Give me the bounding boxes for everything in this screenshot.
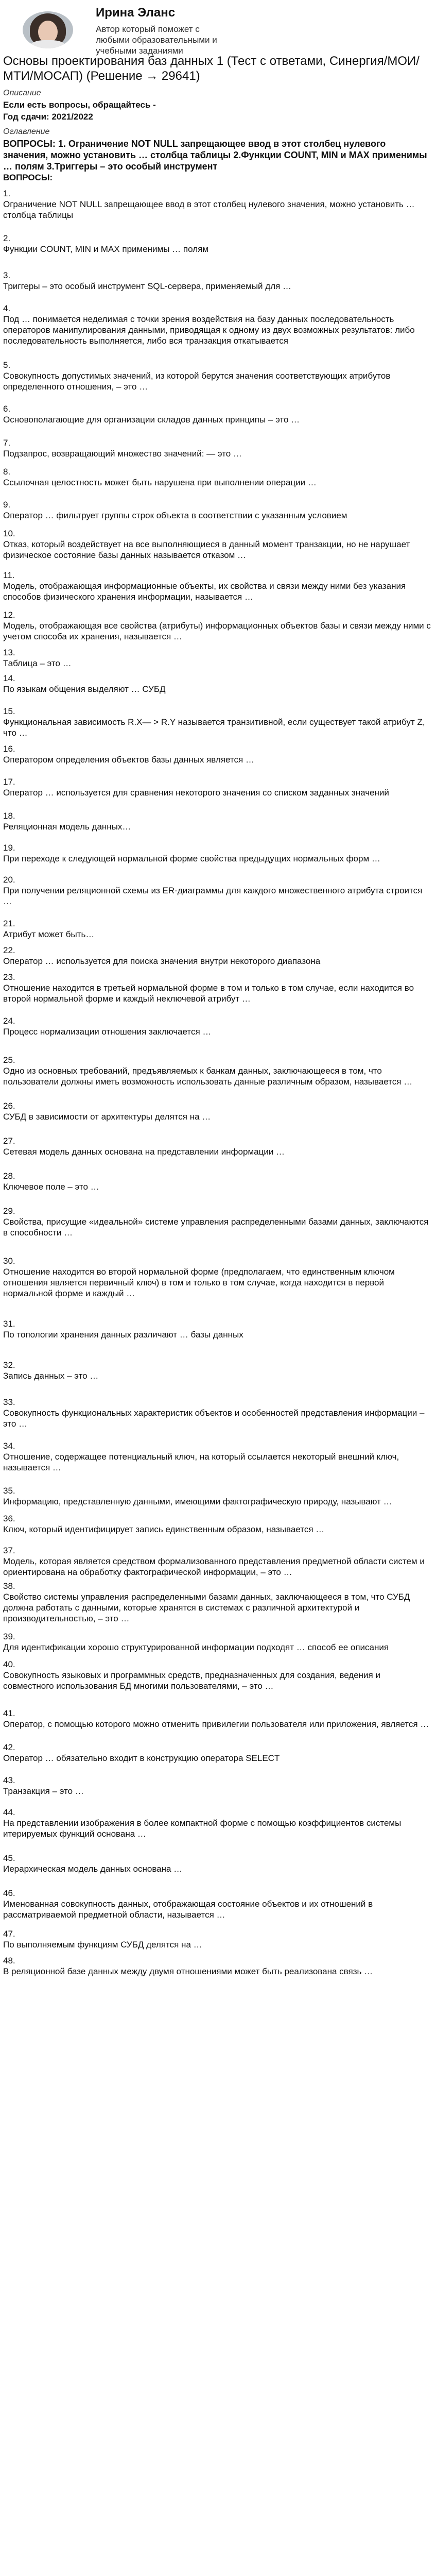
- question-item: [3, 1015, 432, 1037]
- question-text: Отказ, который воздействует на все выполняющиеся в данный момент транзакции, но не нарушает физическое состояние базы данных называется отказом …: [3, 539, 410, 560]
- question-text: Оператор … фильтрует группы строк объекта в соответствии с указанным условием: [3, 511, 347, 520]
- question-item: [3, 1055, 432, 1087]
- question-text: Подзапрос, возвращающий множество значений: — это …: [3, 449, 242, 459]
- question-text: Иерархическая модель данных основана …: [3, 1864, 183, 1874]
- question-number: 21.: [3, 919, 15, 928]
- question-text: Модель, отображающая все свойства (атрибуты) информационных объектов базы и связи между ними с учетом способа их хранения, называется …: [3, 621, 431, 641]
- question-number: 20.: [3, 875, 15, 885]
- question-item: [3, 1659, 432, 1691]
- question-number: 9.: [3, 500, 11, 510]
- question-text: Совокупность функциональных характеристик объектов и особенностей представления информации – это …: [3, 1408, 425, 1429]
- question-text: Оператор … используется для сравнения некоторого значения со списком заданных значений: [3, 788, 389, 798]
- question-item: [3, 188, 432, 221]
- question-number: 46.: [3, 1888, 15, 1898]
- question-text: Функциональная зависимость R.X— > R.Y называется транзитивной, если существует такой атрибут Z, что …: [3, 717, 425, 738]
- question-item: [3, 1360, 432, 1381]
- question-number: 16.: [3, 744, 15, 754]
- question-text: Триггеры – это особый инструмент SQL-сервера, применяемый для …: [3, 281, 292, 291]
- question-text: Оператор … используется для поиска значения внутри некоторого диапазона: [3, 956, 321, 966]
- question-number: 34.: [3, 1441, 15, 1451]
- question-item: [3, 1256, 432, 1299]
- question-item: [3, 270, 432, 292]
- author-name[interactable]: Ирина Эланс: [96, 6, 176, 20]
- document-content: [3, 54, 432, 1984]
- question-item: [3, 918, 432, 940]
- question-number: 33.: [3, 1397, 15, 1407]
- question-item: [3, 1318, 432, 1340]
- question-number: 2.: [3, 233, 11, 243]
- question-number: 8.: [3, 467, 11, 477]
- question-item: [3, 1888, 432, 1920]
- question-number: 26.: [3, 1101, 15, 1111]
- question-number: 13.: [3, 648, 15, 657]
- question-number: 35.: [3, 1486, 15, 1496]
- question-text: Свойство системы управления распределенными базами данных, заключающееся в том, что СУБД должна работать с данными, которые хранятся в системах с различной архитектурой и производительностью, – это …: [3, 1592, 410, 1623]
- question-text: Модель, отображающая информационные объекты, их свойства и связи между ними без указания способов физического хранения информации, называется …: [3, 581, 406, 602]
- question-text: Отношение, содержащее потенциальный ключ, на который ссылается некоторый внешний ключ, называется …: [3, 1452, 399, 1472]
- question-text: Отношение находится в третьей нормальной форме в том и только в том случае, если находится во второй нормальной форме и каждый неключевой атрибут …: [3, 983, 414, 1004]
- question-item: [3, 1775, 432, 1797]
- question-item: [3, 706, 432, 738]
- question-item: [3, 1397, 432, 1429]
- question-item: [3, 609, 432, 642]
- question-item: [3, 1206, 432, 1238]
- question-number: 14.: [3, 673, 15, 683]
- question-number: 23.: [3, 972, 15, 982]
- question-item: [3, 233, 432, 255]
- question-text: Совокупность допустимых значений, из которой берутся значения соответствующих атрибутов определенного отношения, – это …: [3, 371, 391, 392]
- question-text: Процесс нормализации отношения заключается …: [3, 1027, 212, 1037]
- toc-label: Оглавление: [3, 127, 50, 136]
- question-item: [3, 1807, 432, 1839]
- question-item: [3, 360, 432, 392]
- question-text: На представлении изображения в более компактной форме с помощью коэффициентов системы итерируемых функций основана …: [3, 1818, 402, 1839]
- question-text: Основополагающие для организации складов данных принципы – это …: [3, 415, 300, 425]
- question-text: Ключевое поле – это …: [3, 1182, 99, 1192]
- question-text: Ограничение NOT NULL запрещающее ввод в этот столбец нулевого значения, можно установить … столбца таблицы: [3, 199, 415, 220]
- question-item: [3, 499, 432, 521]
- question-item: [3, 874, 432, 907]
- question-text: Для идентификации хорошо структурированной информации подходят … способ ее описания: [3, 1642, 389, 1652]
- question-number: 36.: [3, 1514, 15, 1523]
- question-text: При переходе к следующей нормальной форме свойства предыдущих нормальных форм …: [3, 854, 380, 863]
- question-number: 24.: [3, 1016, 15, 1026]
- question-number: 11.: [3, 570, 15, 580]
- question-number: 25.: [3, 1055, 15, 1065]
- avatar[interactable]: [23, 11, 73, 48]
- question-number: 45.: [3, 1853, 15, 1863]
- question-number: 40.: [3, 1659, 15, 1669]
- question-number: 39.: [3, 1632, 15, 1641]
- question-number: 29.: [3, 1206, 15, 1216]
- question-text: Ссылочная целостность может быть нарушена при выполнении операции …: [3, 478, 317, 487]
- question-number: 32.: [3, 1360, 15, 1370]
- question-item: [3, 1136, 432, 1157]
- question-number: 12.: [3, 610, 15, 620]
- question-item: [3, 1853, 432, 1874]
- question-text: По выполняемым функциям СУБД делятся на …: [3, 1940, 202, 1950]
- question-number: 3.: [3, 270, 11, 280]
- question-number: 6.: [3, 404, 11, 414]
- question-text: Транзакция – это …: [3, 1786, 84, 1796]
- question-item: [3, 842, 432, 864]
- question-text: Свойства, присущие «идеальной» системе управления распределенными базами данных, заключаются в способности …: [3, 1217, 429, 1238]
- question-number: 5.: [3, 360, 11, 370]
- question-list: [3, 188, 432, 1977]
- question-text: Сетевая модель данных основана на представлении информации …: [3, 1147, 285, 1157]
- author-description: Автор который поможет с любыми образовательными и учебными заданиями: [96, 24, 217, 56]
- question-item: [3, 776, 432, 798]
- contact-note: Если есть вопросы, обращайтесь -: [3, 100, 156, 110]
- question-item: [3, 945, 432, 967]
- question-number: 15.: [3, 706, 15, 716]
- question-text: Совокупность языковых и программных средств, предназначенных для создания, ведения и совместного использования БД многими пользователями, – это …: [3, 1670, 380, 1691]
- question-text: По языкам общения выделяют … СУБД: [3, 684, 166, 694]
- question-item: [3, 528, 432, 561]
- question-text: Именованная совокупность данных, отображающая состояние объектов и их отношений в рассматриваемой предметной области, называется …: [3, 1899, 373, 1920]
- question-text: Реляционная модель данных…: [3, 822, 131, 832]
- question-text: Информацию, представленную данными, имеющими фактографическую природу, называют …: [3, 1497, 392, 1506]
- question-item: [3, 570, 432, 602]
- question-item: [3, 1742, 432, 1764]
- question-item: [3, 972, 432, 1004]
- question-item: [3, 743, 432, 765]
- question-item: [3, 1485, 432, 1507]
- question-item: [3, 1171, 432, 1192]
- question-text: При получении реляционной схемы из ER-диаграммы для каждого множественного атрибута строится …: [3, 886, 423, 906]
- question-item: [3, 466, 432, 488]
- question-number: 44.: [3, 1807, 15, 1817]
- question-item: [3, 1100, 432, 1122]
- question-number: 7.: [3, 438, 11, 448]
- question-text: СУБД в зависимости от архитектуры делятся на …: [3, 1112, 211, 1122]
- question-item: [3, 403, 432, 425]
- description-label: Описание: [3, 89, 41, 97]
- question-number: 1.: [3, 189, 11, 198]
- question-number: 17.: [3, 777, 15, 787]
- question-text: Оператором определения объектов базы данных является …: [3, 755, 254, 765]
- question-item: [3, 1545, 432, 1578]
- question-number: 30.: [3, 1256, 15, 1266]
- question-number: 47.: [3, 1929, 15, 1939]
- question-item: [3, 1955, 432, 1977]
- author-header: [0, 0, 436, 56]
- question-text: Функции COUNT, MIN и MAX применимы … полям: [3, 244, 209, 254]
- question-number: 28.: [3, 1171, 15, 1181]
- question-number: 10.: [3, 529, 15, 538]
- question-item: [3, 673, 432, 694]
- question-text: Ключ, который идентифицирует запись единственным образом, называется …: [3, 1524, 325, 1534]
- question-number: 43.: [3, 1775, 15, 1785]
- question-text: Атрибут может быть…: [3, 929, 95, 939]
- question-item: [3, 1513, 432, 1535]
- question-item: [3, 1708, 432, 1730]
- question-number: 37.: [3, 1546, 15, 1555]
- question-text: Оператор, с помощью которого можно отменить привилегии пользователя или приложения, является …: [3, 1719, 429, 1729]
- question-text: В реляционной базе данных между двумя отношениями может быть реализована связь …: [3, 1967, 373, 1976]
- question-text: Оператор … обязательно входит в конструкцию оператора SELECT: [3, 1753, 280, 1763]
- questions-label: ВОПРОСЫ:: [3, 173, 53, 182]
- question-item: [3, 437, 432, 459]
- question-number: 31.: [3, 1319, 15, 1329]
- question-text: По топологии хранения данных различают … базы данных: [3, 1330, 243, 1340]
- question-text: Модель, которая является средством формализованного представления предметной области систем и ориентирована на обработку фактографической информации, – это …: [3, 1556, 425, 1577]
- page-title: Основы проектирования баз данных 1 (Тест с ответами, Синергия/МОИ/МТИ/МОСАП) (Решение → 29641): [3, 54, 420, 83]
- question-item: [3, 303, 432, 346]
- question-item: [3, 810, 432, 832]
- question-number: 42.: [3, 1742, 15, 1752]
- question-number: 18.: [3, 811, 15, 821]
- question-text: Под … понимается неделимая с точки зрения воздействия на базу данных последовательность операторов манипулирования данными, приводящая к одному из двух возможных результатов: либо последовательность выполняется, либо вся транзакция откатывается: [3, 314, 415, 346]
- question-item: [3, 1581, 432, 1624]
- question-number: 48.: [3, 1956, 15, 1965]
- toc-text: ВОПРОСЫ: 1. Ограничение NOT NULL запрещающее ввод в этот столбец нулевого значения, можно установить … столбца таблицы 2.Функции COUNT, MIN и MAX применимы … полям 3.Триггеры – это особый инструмент: [3, 139, 427, 172]
- question-number: 41.: [3, 1708, 15, 1718]
- question-number: 22.: [3, 945, 15, 955]
- question-text: Запись данных – это …: [3, 1371, 99, 1381]
- question-item: [3, 1928, 432, 1950]
- question-number: 4.: [3, 303, 11, 313]
- question-number: 19.: [3, 843, 15, 853]
- question-item: [3, 1440, 432, 1473]
- question-text: Таблица – это …: [3, 658, 72, 668]
- question-number: 27.: [3, 1136, 15, 1146]
- year-text: Год сдачи: 2021/2022: [3, 112, 93, 122]
- question-number: 38.: [3, 1581, 15, 1591]
- question-item: [3, 1631, 432, 1653]
- question-text: Отношение находится во второй нормальной форме (предполагаем, что единственным ключом отношения является первичный ключ) в том и только в том случае, когда находится в первой нормальной форме и каждый …: [3, 1267, 395, 1298]
- question-item: [3, 647, 432, 669]
- question-text: Одно из основных требований, предъявляемых к банкам данных, заключающееся в том, что пользователи должны иметь возможность использовать данные различным образом, называется …: [3, 1066, 413, 1087]
